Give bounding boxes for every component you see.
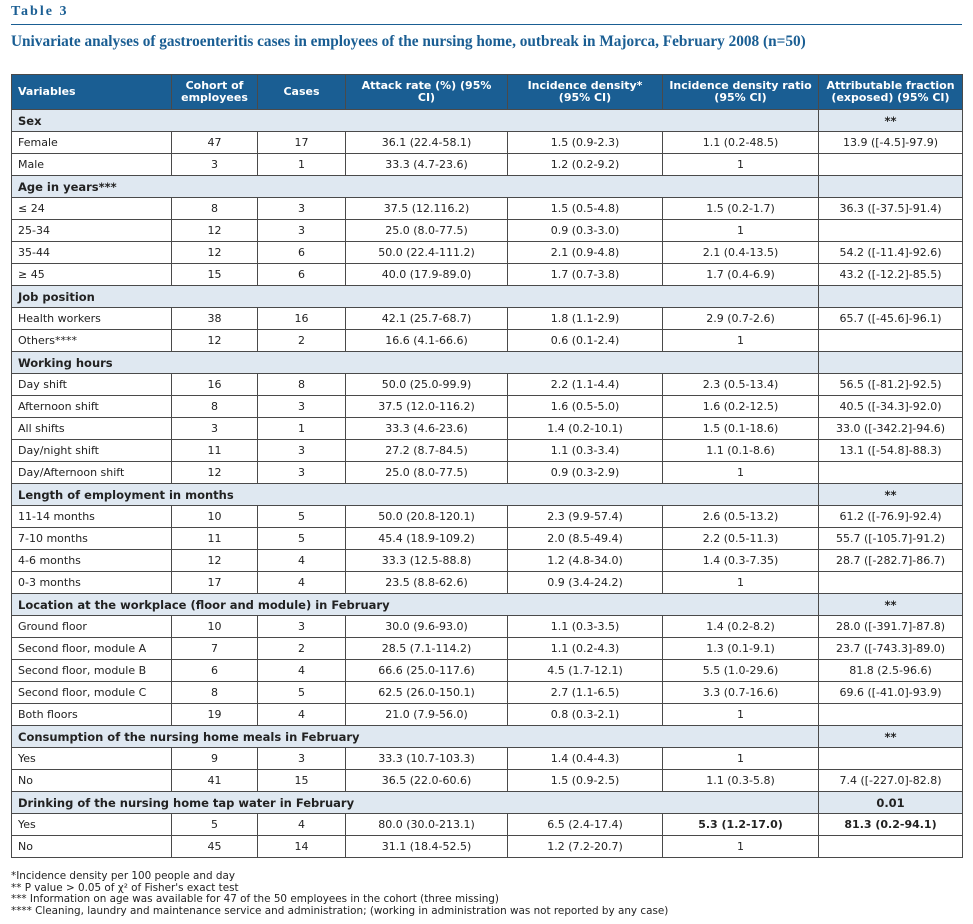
cell-cases: 6	[258, 264, 346, 286]
cell-attributable-fraction: 56.5 ([-81.2]-92.5)	[819, 374, 963, 396]
cell-cases: 2	[258, 638, 346, 660]
cell-incidence-density-ratio: 2.1 (0.4-13.5)	[663, 242, 819, 264]
cell-attributable-fraction	[819, 330, 963, 352]
cell-incidence-density-ratio: 1.3 (0.1-9.1)	[663, 638, 819, 660]
cell-cases: 3	[258, 616, 346, 638]
cell-attack-rate: 33.3 (4.7-23.6)	[346, 154, 508, 176]
cell-attributable-fraction	[819, 836, 963, 858]
cell-attributable-fraction	[819, 704, 963, 726]
cell-cohort: 3	[172, 418, 258, 440]
section-label: Location at the workplace (floor and module) in February	[12, 594, 819, 616]
table-row	[12, 506, 963, 528]
table-title: Univariate analyses of gastroenteritis cases in employees of the nursing home, outbreak in Majorca, February 2008 (n=50)	[11, 33, 806, 50]
table-row	[12, 440, 963, 462]
results-table	[11, 74, 963, 858]
cell-cohort: 45	[172, 836, 258, 858]
cell-incidence-density-ratio: 1.4 (0.2-8.2)	[663, 616, 819, 638]
cell-cohort: 10	[172, 616, 258, 638]
cell-cohort: 12	[172, 242, 258, 264]
cell-cases: 4	[258, 814, 346, 836]
cell-attributable-fraction: 81.3 (0.2-94.1)	[819, 814, 963, 836]
cell-cases: 4	[258, 660, 346, 682]
footnote: ** P value > 0.05 of χ² of Fisher's exact test	[11, 881, 239, 894]
cell-cases: 4	[258, 572, 346, 594]
cell-variable: Both floors	[12, 704, 172, 726]
cell-cohort: 12	[172, 550, 258, 572]
section-note	[819, 286, 963, 308]
cell-cohort: 8	[172, 198, 258, 220]
cell-variable: Second floor, module B	[12, 660, 172, 682]
cell-attributable-fraction: 40.5 ([-34.3]-92.0)	[819, 396, 963, 418]
section-row	[12, 176, 963, 198]
cell-incidence-density: 2.0 (8.5-49.4)	[508, 528, 663, 550]
cell-variable: Second floor, module A	[12, 638, 172, 660]
cell-incidence-density: 1.6 (0.5-5.0)	[508, 396, 663, 418]
table-row	[12, 682, 963, 704]
cell-cohort: 8	[172, 682, 258, 704]
cell-incidence-density: 2.2 (1.1-4.4)	[508, 374, 663, 396]
section-row	[12, 726, 963, 748]
cell-variable: 11-14 months	[12, 506, 172, 528]
cell-variable: Yes	[12, 748, 172, 770]
cell-attributable-fraction: 28.7 ([-282.7]-86.7)	[819, 550, 963, 572]
table-row	[12, 198, 963, 220]
cell-cohort: 6	[172, 660, 258, 682]
cell-attack-rate: 50.0 (20.8-120.1)	[346, 506, 508, 528]
cell-cohort: 5	[172, 814, 258, 836]
cell-cases: 8	[258, 374, 346, 396]
cell-cohort: 7	[172, 638, 258, 660]
cell-incidence-density-ratio: 1	[663, 748, 819, 770]
cell-cohort: 3	[172, 154, 258, 176]
cell-attributable-fraction: 13.1 ([-54.8]-88.3)	[819, 440, 963, 462]
cell-incidence-density-ratio: 1.7 (0.4-6.9)	[663, 264, 819, 286]
cell-cohort: 47	[172, 132, 258, 154]
cell-cohort: 12	[172, 220, 258, 242]
table-row	[12, 308, 963, 330]
table-row	[12, 528, 963, 550]
cell-incidence-density: 1.4 (0.4-4.3)	[508, 748, 663, 770]
cell-variable: 4-6 months	[12, 550, 172, 572]
cell-cohort: 17	[172, 572, 258, 594]
cell-incidence-density-ratio: 1.1 (0.3-5.8)	[663, 770, 819, 792]
cell-attack-rate: 16.6 (4.1-66.6)	[346, 330, 508, 352]
cell-attributable-fraction: 81.8 (2.5-96.6)	[819, 660, 963, 682]
cell-incidence-density-ratio: 2.2 (0.5-11.3)	[663, 528, 819, 550]
cell-variable: Day shift	[12, 374, 172, 396]
cell-variable: Health workers	[12, 308, 172, 330]
cell-cases: 3	[258, 396, 346, 418]
cell-attributable-fraction	[819, 572, 963, 594]
section-row	[12, 792, 963, 814]
section-label: Age in years***	[12, 176, 819, 198]
cell-attack-rate: 33.3 (4.6-23.6)	[346, 418, 508, 440]
section-label: Length of employment in months	[12, 484, 819, 506]
cell-incidence-density-ratio: 1.5 (0.1-18.6)	[663, 418, 819, 440]
cell-cohort: 10	[172, 506, 258, 528]
cell-cases: 1	[258, 154, 346, 176]
table-row	[12, 572, 963, 594]
cell-attributable-fraction: 13.9 ([-4.5]-97.9)	[819, 132, 963, 154]
cell-attributable-fraction: 61.2 ([-76.9]-92.4)	[819, 506, 963, 528]
cell-incidence-density-ratio: 1	[663, 220, 819, 242]
section-note: 0.01	[819, 792, 963, 814]
section-row	[12, 484, 963, 506]
cell-attack-rate: 33.3 (12.5-88.8)	[346, 550, 508, 572]
section-row	[12, 352, 963, 374]
cell-cases: 15	[258, 770, 346, 792]
cell-cases: 14	[258, 836, 346, 858]
cell-attack-rate: 33.3 (10.7-103.3)	[346, 748, 508, 770]
cell-attributable-fraction	[819, 748, 963, 770]
cell-variable: Male	[12, 154, 172, 176]
cell-attributable-fraction: 28.0 ([-391.7]-87.8)	[819, 616, 963, 638]
table-row	[12, 242, 963, 264]
cell-attack-rate: 62.5 (26.0-150.1)	[346, 682, 508, 704]
table-row	[12, 704, 963, 726]
section-label: Working hours	[12, 352, 819, 374]
cell-incidence-density: 1.4 (0.2-10.1)	[508, 418, 663, 440]
section-row	[12, 594, 963, 616]
header-attributable-fraction: Attributable fraction (exposed) (95% CI)	[819, 75, 963, 110]
cell-incidence-density-ratio: 1.4 (0.3-7.35)	[663, 550, 819, 572]
section-note	[819, 176, 963, 198]
cell-attributable-fraction	[819, 220, 963, 242]
cell-attack-rate: 23.5 (8.8-62.6)	[346, 572, 508, 594]
cell-attack-rate: 31.1 (18.4-52.5)	[346, 836, 508, 858]
cell-incidence-density: 0.9 (3.4-24.2)	[508, 572, 663, 594]
cell-cases: 5	[258, 528, 346, 550]
table-row	[12, 550, 963, 572]
cell-incidence-density-ratio: 2.6 (0.5-13.2)	[663, 506, 819, 528]
cell-variable: Ground floor	[12, 616, 172, 638]
cell-cases: 3	[258, 462, 346, 484]
cell-cases: 3	[258, 220, 346, 242]
cell-incidence-density-ratio: 1.1 (0.2-48.5)	[663, 132, 819, 154]
table-row	[12, 638, 963, 660]
cell-incidence-density-ratio: 5.3 (1.2-17.0)	[663, 814, 819, 836]
cell-attributable-fraction: 23.7 ([-743.3]-89.0)	[819, 638, 963, 660]
cell-variable: No	[12, 770, 172, 792]
cell-incidence-density: 4.5 (1.7-12.1)	[508, 660, 663, 682]
table-row	[12, 770, 963, 792]
cell-cases: 5	[258, 682, 346, 704]
section-row	[12, 286, 963, 308]
cell-attack-rate: 37.5 (12.116.2)	[346, 198, 508, 220]
cell-variable: 7-10 months	[12, 528, 172, 550]
table-body	[12, 110, 963, 858]
cell-attack-rate: 36.1 (22.4-58.1)	[346, 132, 508, 154]
header-row	[12, 75, 963, 110]
cell-attack-rate: 45.4 (18.9-109.2)	[346, 528, 508, 550]
cell-attack-rate: 37.5 (12.0-116.2)	[346, 396, 508, 418]
cell-variable: 35-44	[12, 242, 172, 264]
cell-variable: Day/night shift	[12, 440, 172, 462]
table-label: Table 3	[11, 4, 69, 19]
cell-incidence-density: 0.9 (0.3-2.9)	[508, 462, 663, 484]
cell-incidence-density-ratio: 2.9 (0.7-2.6)	[663, 308, 819, 330]
table-row	[12, 418, 963, 440]
section-note: **	[819, 484, 963, 506]
table-row	[12, 396, 963, 418]
table-row	[12, 814, 963, 836]
cell-attributable-fraction: 43.2 ([-12.2]-85.5)	[819, 264, 963, 286]
section-label: Drinking of the nursing home tap water in February	[12, 792, 819, 814]
cell-incidence-density: 1.7 (0.7-3.8)	[508, 264, 663, 286]
cell-incidence-density: 2.3 (9.9-57.4)	[508, 506, 663, 528]
cell-attack-rate: 40.0 (17.9-89.0)	[346, 264, 508, 286]
cell-cases: 5	[258, 506, 346, 528]
cell-cases: 4	[258, 550, 346, 572]
cell-incidence-density: 2.1 (0.9-4.8)	[508, 242, 663, 264]
cell-cohort: 41	[172, 770, 258, 792]
table-row	[12, 154, 963, 176]
cell-incidence-density-ratio: 1	[663, 330, 819, 352]
table-row	[12, 836, 963, 858]
table-row	[12, 220, 963, 242]
cell-variable: All shifts	[12, 418, 172, 440]
table-row	[12, 264, 963, 286]
cell-cohort: 38	[172, 308, 258, 330]
cell-cases: 1	[258, 418, 346, 440]
cell-attack-rate: 50.0 (25.0-99.9)	[346, 374, 508, 396]
cell-incidence-density-ratio: 1	[663, 704, 819, 726]
cell-attributable-fraction	[819, 462, 963, 484]
cell-attributable-fraction: 36.3 ([-37.5]-91.4)	[819, 198, 963, 220]
cell-incidence-density-ratio: 5.5 (1.0-29.6)	[663, 660, 819, 682]
cell-attack-rate: 25.0 (8.0-77.5)	[346, 220, 508, 242]
cell-incidence-density-ratio: 1	[663, 462, 819, 484]
cell-attributable-fraction: 7.4 ([-227.0]-82.8)	[819, 770, 963, 792]
cell-incidence-density-ratio: 1.5 (0.2-1.7)	[663, 198, 819, 220]
table-row	[12, 462, 963, 484]
section-note: **	[819, 110, 963, 132]
cell-attributable-fraction: 69.6 ([-41.0]-93.9)	[819, 682, 963, 704]
cell-incidence-density: 1.1 (0.3-3.5)	[508, 616, 663, 638]
section-label: Sex	[12, 110, 819, 132]
cell-cohort: 12	[172, 462, 258, 484]
cell-cohort: 9	[172, 748, 258, 770]
cell-incidence-density-ratio: 2.3 (0.5-13.4)	[663, 374, 819, 396]
table-row	[12, 374, 963, 396]
cell-incidence-density: 1.2 (7.2-20.7)	[508, 836, 663, 858]
title-rule	[11, 24, 962, 25]
cell-incidence-density: 6.5 (2.4-17.4)	[508, 814, 663, 836]
cell-cases: 17	[258, 132, 346, 154]
footnote: **** Cleaning, laundry and maintenance service and administration; (working in administration was not reported by any case)	[11, 904, 669, 917]
table-row	[12, 616, 963, 638]
cell-incidence-density-ratio: 1	[663, 154, 819, 176]
cell-variable: Afternoon shift	[12, 396, 172, 418]
cell-cases: 3	[258, 440, 346, 462]
cell-attack-rate: 66.6 (25.0-117.6)	[346, 660, 508, 682]
cell-incidence-density: 1.5 (0.5-4.8)	[508, 198, 663, 220]
cell-incidence-density: 2.7 (1.1-6.5)	[508, 682, 663, 704]
cell-cases: 6	[258, 242, 346, 264]
table-row	[12, 330, 963, 352]
header-incidence-density: Incidence density* (95% CI)	[508, 75, 663, 110]
cell-incidence-density: 1.2 (4.8-34.0)	[508, 550, 663, 572]
cell-variable: Others****	[12, 330, 172, 352]
cell-attack-rate: 21.0 (7.9-56.0)	[346, 704, 508, 726]
cell-cases: 3	[258, 198, 346, 220]
cell-cohort: 16	[172, 374, 258, 396]
section-label: Job position	[12, 286, 819, 308]
cell-attack-rate: 42.1 (25.7-68.7)	[346, 308, 508, 330]
cell-cases: 16	[258, 308, 346, 330]
cell-variable: ≥ 45	[12, 264, 172, 286]
cell-incidence-density: 0.9 (0.3-3.0)	[508, 220, 663, 242]
cell-variable: 25-34	[12, 220, 172, 242]
cell-incidence-density-ratio: 3.3 (0.7-16.6)	[663, 682, 819, 704]
cell-cases: 2	[258, 330, 346, 352]
footnotes	[11, 871, 668, 917]
cell-cohort: 11	[172, 528, 258, 550]
cell-cohort: 8	[172, 396, 258, 418]
cell-cases: 3	[258, 748, 346, 770]
cell-variable: Day/Afternoon shift	[12, 462, 172, 484]
cell-incidence-density: 1.5 (0.9-2.5)	[508, 770, 663, 792]
section-row	[12, 110, 963, 132]
header-attack-rate: Attack rate (%) (95% CI)	[346, 75, 508, 110]
cell-attack-rate: 27.2 (8.7-84.5)	[346, 440, 508, 462]
cell-attributable-fraction	[819, 154, 963, 176]
cell-cohort: 11	[172, 440, 258, 462]
cell-incidence-density: 1.1 (0.3-3.4)	[508, 440, 663, 462]
cell-variable: No	[12, 836, 172, 858]
cell-cohort: 19	[172, 704, 258, 726]
footnote: *Incidence density per 100 people and day	[11, 870, 236, 882]
cell-incidence-density: 0.8 (0.3-2.1)	[508, 704, 663, 726]
footnote: *** Information on age was available for 47 of the 50 employees in the cohort (three missing)	[11, 893, 499, 905]
cell-variable: Female	[12, 132, 172, 154]
cell-attack-rate: 30.0 (9.6-93.0)	[346, 616, 508, 638]
section-note: **	[819, 594, 963, 616]
cell-incidence-density-ratio: 1.1 (0.1-8.6)	[663, 440, 819, 462]
cell-variable: 0-3 months	[12, 572, 172, 594]
cell-attributable-fraction: 65.7 ([-45.6]-96.1)	[819, 308, 963, 330]
header-incidence-density-ratio: Incidence density ratio (95% CI)	[663, 75, 819, 110]
cell-attributable-fraction: 54.2 ([-11.4]-92.6)	[819, 242, 963, 264]
header-cohort: Cohort of employees	[172, 75, 258, 110]
table-row	[12, 748, 963, 770]
cell-variable: Second floor, module C	[12, 682, 172, 704]
header-cases: Cases	[258, 75, 346, 110]
header-variables: Variables	[12, 75, 172, 110]
table-row	[12, 660, 963, 682]
cell-attack-rate: 36.5 (22.0-60.6)	[346, 770, 508, 792]
cell-incidence-density-ratio: 1	[663, 572, 819, 594]
section-note: **	[819, 726, 963, 748]
cell-attack-rate: 28.5 (7.1-114.2)	[346, 638, 508, 660]
cell-cohort: 15	[172, 264, 258, 286]
cell-variable: ≤ 24	[12, 198, 172, 220]
cell-attack-rate: 80.0 (30.0-213.1)	[346, 814, 508, 836]
cell-incidence-density-ratio: 1.6 (0.2-12.5)	[663, 396, 819, 418]
cell-incidence-density: 0.6 (0.1-2.4)	[508, 330, 663, 352]
cell-incidence-density-ratio: 1	[663, 836, 819, 858]
section-label: Consumption of the nursing home meals in February	[12, 726, 819, 748]
table-row	[12, 132, 963, 154]
section-note	[819, 352, 963, 374]
cell-incidence-density: 1.8 (1.1-2.9)	[508, 308, 663, 330]
cell-attack-rate: 50.0 (22.4-111.2)	[346, 242, 508, 264]
cell-attributable-fraction: 33.0 ([-342.2]-94.6)	[819, 418, 963, 440]
cell-incidence-density: 1.1 (0.2-4.3)	[508, 638, 663, 660]
cell-attributable-fraction: 55.7 ([-105.7]-91.2)	[819, 528, 963, 550]
cell-incidence-density: 1.5 (0.9-2.3)	[508, 132, 663, 154]
cell-variable: Yes	[12, 814, 172, 836]
cell-cohort: 12	[172, 330, 258, 352]
cell-attack-rate: 25.0 (8.0-77.5)	[346, 462, 508, 484]
cell-incidence-density: 1.2 (0.2-9.2)	[508, 154, 663, 176]
cell-cases: 4	[258, 704, 346, 726]
